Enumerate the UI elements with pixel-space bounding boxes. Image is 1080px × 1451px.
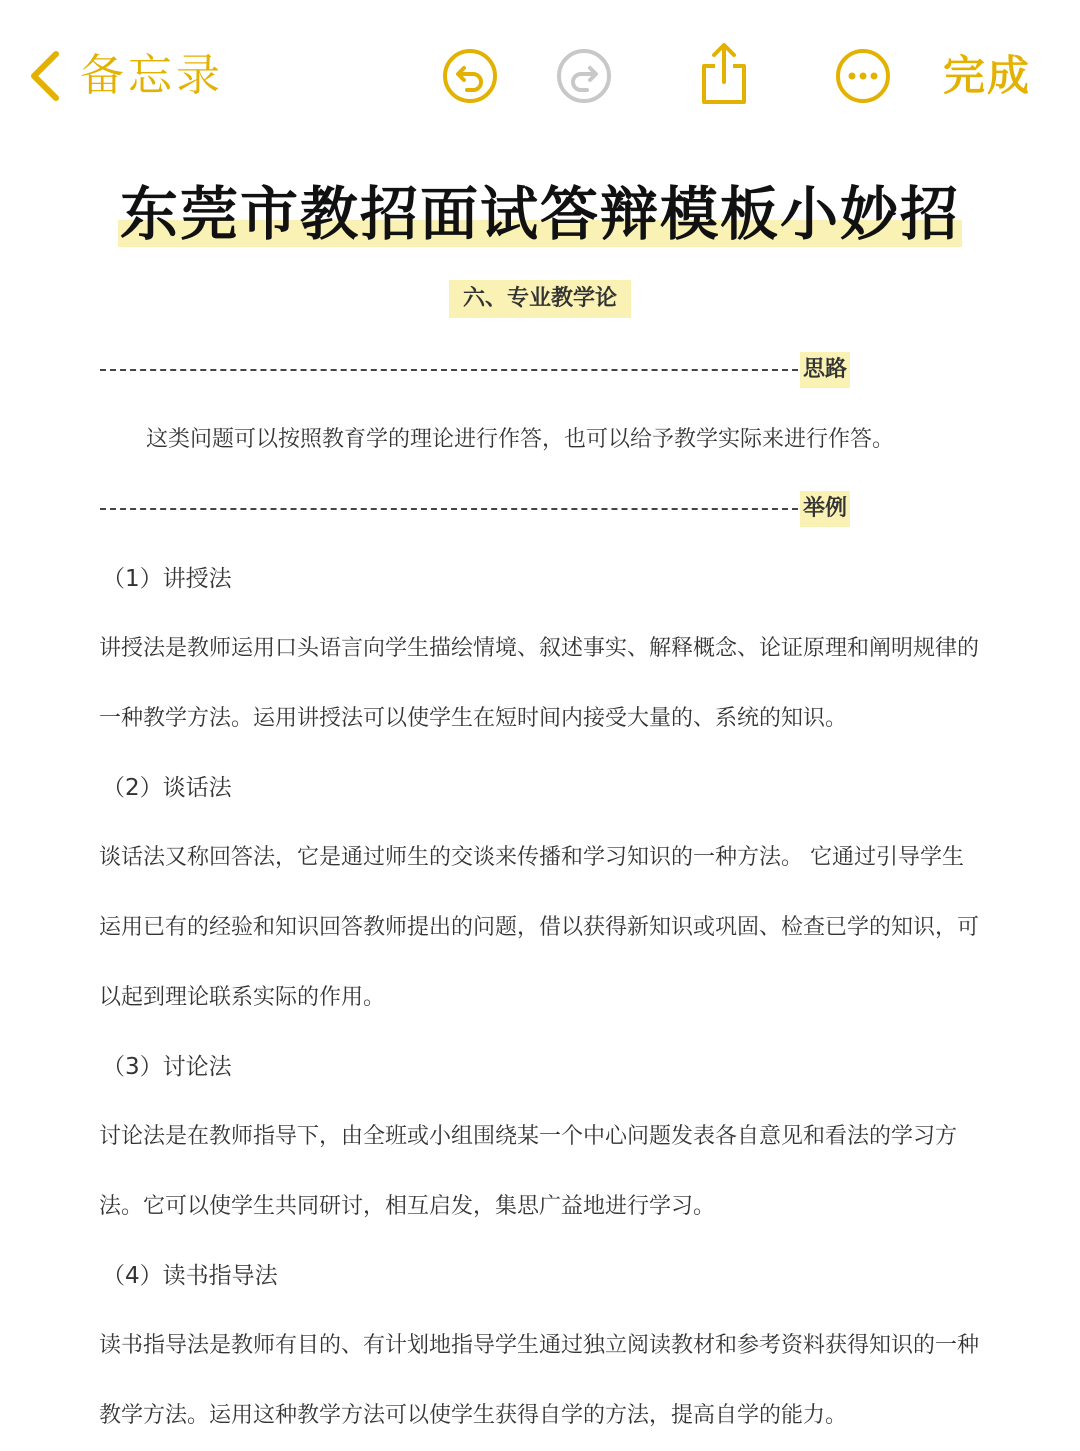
note-title[interactable]: 东莞市教招面试答辩模板小妙招 <box>118 175 962 253</box>
paragraph-line: 法。它可以使学生共同研讨，相互启发，集思广益地进行学习。 <box>99 1194 716 1219</box>
paragraph-line: 一种教学方法。运用讲授法可以使学生在短时间内接受大量的、系统的知识。 <box>99 706 848 731</box>
paragraph-line: 讲授法是教师运用口头语言向学生描绘情境、叙述事实、解释概念、论证原理和阐明规律的 <box>99 636 980 661</box>
section-tag-examples[interactable]: 举例 <box>800 491 850 527</box>
note-subtitle-row <box>0 280 1080 318</box>
back-chevron-icon[interactable] <box>28 50 62 102</box>
item-heading-lecture[interactable]: （1）讲授法 <box>102 566 232 592</box>
item-heading-reading-guidance[interactable]: （4）读书指导法 <box>102 1263 278 1289</box>
intro-paragraph[interactable]: 这类问题可以按照教育学的理论进行作答，也可以给予教学实际来进行作答。 <box>146 427 895 452</box>
paragraph-line: 教学方法。运用这种教学方法可以使学生获得自学的方法，提高自学的能力。 <box>99 1403 848 1428</box>
paragraph-line: 运用已有的经验和知识回答教师提出的问题，借以获得新知识或巩固、检查已学的知识，可 <box>99 915 980 940</box>
note-title-row <box>0 175 1080 253</box>
navigation-toolbar <box>0 0 1080 150</box>
done-button[interactable]: 完成 <box>943 51 1032 100</box>
dashed-line <box>100 508 798 510</box>
section-tag-thinking[interactable]: 思路 <box>800 352 850 388</box>
item-paragraph-reading-guidance[interactable] <box>99 1311 1029 1451</box>
section-divider-examples <box>100 489 850 529</box>
item-heading-conversation[interactable]: （2）谈话法 <box>102 775 232 801</box>
back-button[interactable] <box>28 44 224 108</box>
item-heading-discussion[interactable]: （3）讨论法 <box>102 1054 232 1080</box>
share-icon[interactable] <box>694 40 754 106</box>
paragraph-line: 讨论法是在教师指导下，由全班或小组围绕某一个中心问题发表各自意见和看法的学习方 <box>99 1124 958 1149</box>
back-label[interactable]: 备忘录 <box>80 50 224 101</box>
paragraph-line: 读书指导法是教师有目的、有计划地指导学生通过独立阅读教材和参考资料获得知识的一种 <box>99 1333 980 1358</box>
dashed-line <box>100 369 798 371</box>
undo-icon[interactable] <box>440 46 500 106</box>
redo-icon[interactable] <box>554 46 614 106</box>
item-paragraph-lecture[interactable] <box>99 614 1029 754</box>
more-icon[interactable] <box>833 46 893 106</box>
paragraph-line: 以起到理论联系实际的作用。 <box>99 985 386 1010</box>
item-paragraph-discussion[interactable] <box>99 1102 1029 1242</box>
item-paragraph-conversation[interactable] <box>99 823 1029 1033</box>
note-subtitle[interactable]: 六、专业教学论 <box>449 280 631 318</box>
section-divider-thinking <box>100 350 850 390</box>
paragraph-line: 谈话法又称回答法，它是通过师生的交谈来传播和学习知识的一种方法。 它通过引导学生 <box>99 845 964 870</box>
